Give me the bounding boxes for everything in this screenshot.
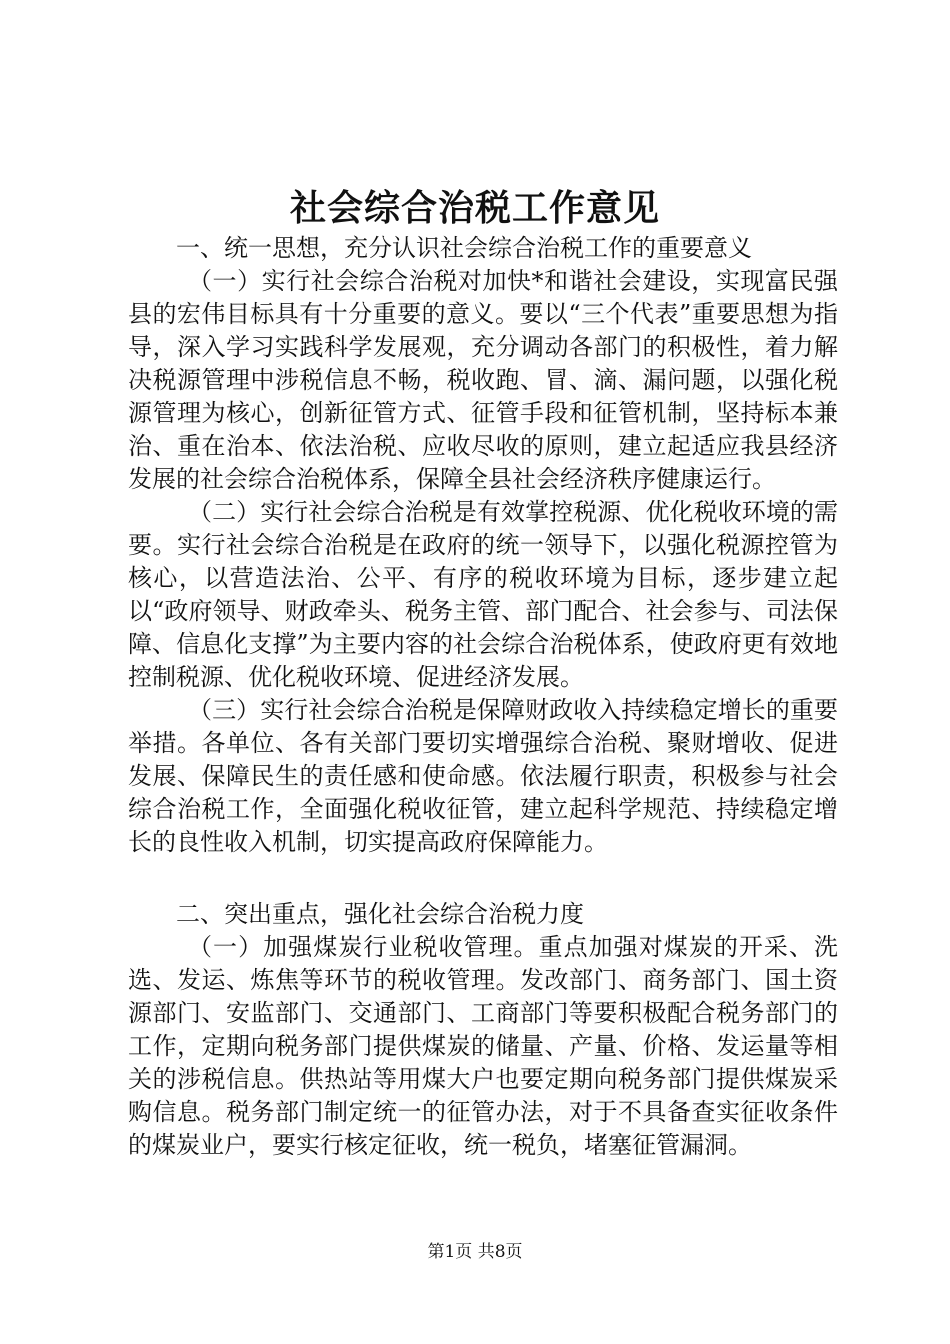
paragraph: （一）实行社会综合治税对加快*和谐社会建设，实现富民强县的宏伟目标具有十分重要的意义。要以“三个代表”重要思想为指导，深入学习实践科学发展观，充分调动各部门的积极性，着力解决税源管理中涉税信息不畅，税收跑、冒、滴、漏问题，以强化税源管理为核心，创新征管方式、征管手段和征管机制，坚持标本兼治、重在治本、依法治税、应收尽收的原则，建立起适应我县经济发展的社会综合治税体系，保障全县社会经济秩序健康运行。 <box>128 267 838 493</box>
document-title: 社会综合治税工作意见 <box>289 187 660 229</box>
section-heading: 一、统一思想，充分认识社会综合治税工作的重要意义 <box>176 234 752 262</box>
paragraph: （三）实行社会综合治税是保障财政收入持续稳定增长的重要举措。各单位、各有关部门要切实增强综合治税、聚财增收、促进发展、保障民生的责任感和使命感。依法履行职责，积极参与社会综合治税工作，全面强化税收征管，建立起科学规范、持续稳定增长的良性收入机制，切实提高政府保障能力。 <box>128 696 838 856</box>
paragraph: （二）实行社会综合治税是有效掌控税源、优化税收环境的需要。实行社会综合治税是在政府的统一领导下，以强化税源控管为核心，以营造法治、公平、有序的税收环境为目标，逐步建立起以“政府领导、财政牵头、税务主管、部门配合、社会参与、司法保障、信息化支撑”为主要内容的社会综合治税体系，使政府更有效地控制税源、优化税收环境、促进经济发展。 <box>128 498 838 691</box>
document-body <box>128 232 838 1162</box>
section-spacer <box>128 859 838 898</box>
section-heading: 二、突出重点，强化社会综合治税力度 <box>176 900 584 928</box>
paragraph: （一）加强煤炭行业税收管理。重点加强对煤炭的开采、洗选、发运、炼焦等环节的税收管理。发改部门、商务部门、国土资源部门、安监部门、交通部门、工商部门等要积极配合税务部门的工作，定期向税务部门提供煤炭的储量、产量、价格、发运量等相关的涉税信息。供热站等用煤大户也要定期向税务部门提供煤炭采购信息。税务部门制定统一的征管办法，对于不具备查实征收条件的煤炭业户，要实行核定征收，统一税负，堵塞征管漏洞。 <box>128 933 838 1159</box>
page-number: 第1页 共8页 <box>427 1242 523 1262</box>
